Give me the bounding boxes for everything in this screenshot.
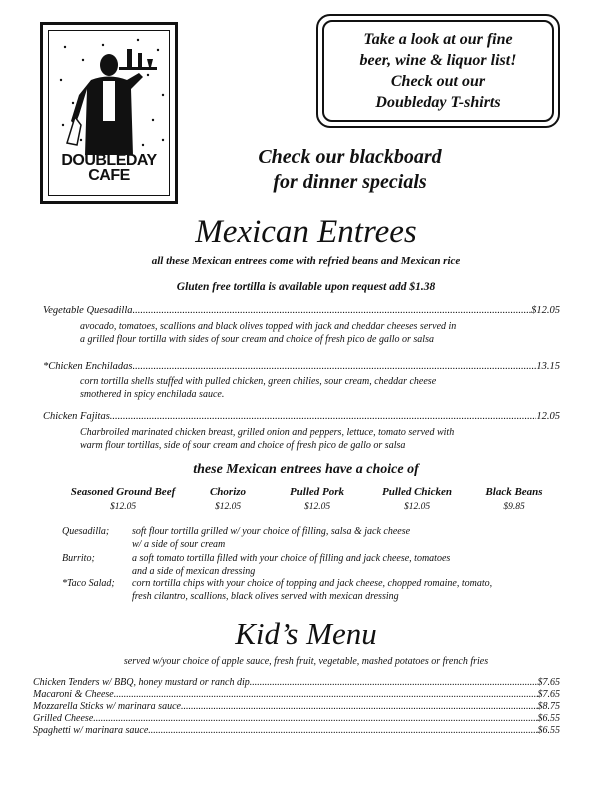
promo-inner: [322, 20, 554, 122]
dot-leader: [114, 689, 538, 701]
mexican-entrees-title: Mexican Entrees: [195, 214, 417, 250]
dot-leader: [133, 361, 537, 372]
description-line: smothered in spicy enchilada sauce.: [80, 389, 225, 400]
item-description: [80, 426, 540, 452]
dish-description-line: a soft tomato tortilla filled with your choice of filling and jack cheese, tomatoes: [132, 553, 451, 564]
item-name: Chicken Tenders w/ BBQ, honey mustard or ranch dip: [33, 677, 250, 688]
description-line: corn tortilla shells stuffed with pulled chicken, green chilies, sour cream, cheddar cheese: [80, 376, 437, 387]
promo-line: Doubleday T-shirts: [375, 94, 501, 111]
item-price: $7.65: [537, 689, 560, 700]
description-line: Charbroiled marinated chicken breast, grilled onion and peppers, lettuce, tomato served with: [80, 427, 455, 438]
gluten-free-note: Gluten free tortilla is available upon request add $1.38: [176, 281, 436, 293]
doubleday-cafe-logo: [40, 22, 178, 204]
dish-label-burrito: Burrito;: [62, 553, 95, 564]
mexican-subtitle: all these Mexican entrees come with refried beans and Mexican rice: [151, 255, 461, 267]
menu-item-chicken-enchiladas: [43, 361, 560, 372]
dish-description-line: corn tortilla chips with your choice of topping and jack cheese, chopped romaine, tomato,: [132, 578, 493, 589]
dish-description-line: fresh cilantro, scallions, black olives served with mexican dressing: [132, 590, 399, 602]
kids-item: [33, 713, 560, 725]
choice-name: Chorizo: [209, 486, 247, 498]
choice-name: Pulled Pork: [289, 486, 345, 498]
promo-line: Take a look at our fine: [363, 31, 513, 48]
item-price: $8.75: [537, 701, 560, 712]
dish-description-line: and a side of mexican dressing: [132, 565, 256, 577]
kids-item: [33, 701, 560, 713]
choice-price: $12.05: [214, 502, 242, 512]
item-name: Vegetable Quesadilla: [43, 305, 133, 316]
promo-box: [316, 14, 560, 128]
dish-description: [132, 578, 562, 603]
dot-leader: [133, 305, 532, 316]
item-price: $7.65: [537, 677, 560, 688]
choice-heading: these Mexican entrees have a choice of: [193, 462, 419, 477]
logo-name-line1: DOUBLEDAY: [61, 152, 157, 169]
dot-leader: [148, 725, 537, 737]
item-price: $12.05: [531, 305, 560, 316]
description-line: avocado, tomatoes, scallions and black olives topped with jack and cheddar cheeses served in: [80, 321, 457, 332]
dish-label-taco-salad: *Taco Salad;: [62, 578, 115, 589]
promo-line: beer, wine & liquor list!: [359, 52, 517, 69]
choice-name: Seasoned Ground Beef: [70, 486, 176, 498]
item-description: [80, 320, 540, 346]
item-name: *Chicken Enchiladas: [43, 361, 133, 372]
kids-item: [33, 725, 560, 737]
item-name: Spaghetti w/ marinara sauce: [33, 725, 149, 736]
item-price: 12.05: [536, 411, 560, 422]
kids-item: [33, 677, 560, 689]
kids-menu-title: Kid’s Menu: [235, 616, 377, 651]
kids-menu-subtitle: served w/your choice of apple sauce, fresh fruit, vegetable, mashed potatoes or french fries: [123, 656, 489, 667]
dish-description: [132, 553, 562, 578]
dish-description-line: soft flour tortilla grilled w/ your choice of filling, salsa & jack cheese: [132, 526, 411, 537]
dot-leader: [250, 677, 538, 689]
choice-price: $12.05: [303, 502, 331, 512]
blackboard-note: [200, 145, 500, 195]
choice-price: $12.05: [403, 502, 431, 512]
dish-description-line: w/ a side of sour cream: [132, 538, 226, 550]
item-name: Macaroni & Cheese: [33, 689, 114, 700]
dot-leader: [110, 411, 537, 422]
item-price: $6.55: [537, 725, 560, 736]
item-description: [80, 375, 540, 401]
item-price: $6.55: [537, 713, 560, 724]
menu-item-vegetable-quesadilla: [43, 305, 560, 316]
blackboard-line2: for dinner specials: [273, 171, 427, 193]
kids-item: [33, 689, 560, 701]
dish-description: [132, 526, 562, 551]
choice-price: $12.05: [109, 502, 137, 512]
description-line: a grilled flour tortilla with sides of sour cream and choice of fresh pico de gallo or salsa: [80, 334, 434, 345]
logo-name-line2: CAFE: [88, 167, 130, 184]
menu-item-chicken-fajitas: [43, 411, 560, 422]
description-line: warm flour tortillas, side of sour cream and choice of fresh pico de gallo or salsa: [80, 440, 406, 451]
blackboard-line1: Check our blackboard: [258, 146, 442, 168]
item-name: Mozzarella Sticks w/ marinara sauce: [33, 701, 181, 712]
promo-line: Check out our: [390, 73, 486, 90]
dot-leader: [93, 713, 537, 725]
choice-name: Pulled Chicken: [382, 486, 452, 498]
item-name: Grilled Cheese: [33, 713, 94, 724]
item-price: 13.15: [536, 361, 560, 372]
item-name: Chicken Fajitas: [43, 411, 110, 422]
dish-label-quesadilla: Quesadilla;: [62, 526, 110, 537]
choice-price: $9.85: [503, 502, 525, 512]
choice-name: Black Beans: [485, 486, 543, 498]
dot-leader: [181, 701, 538, 713]
